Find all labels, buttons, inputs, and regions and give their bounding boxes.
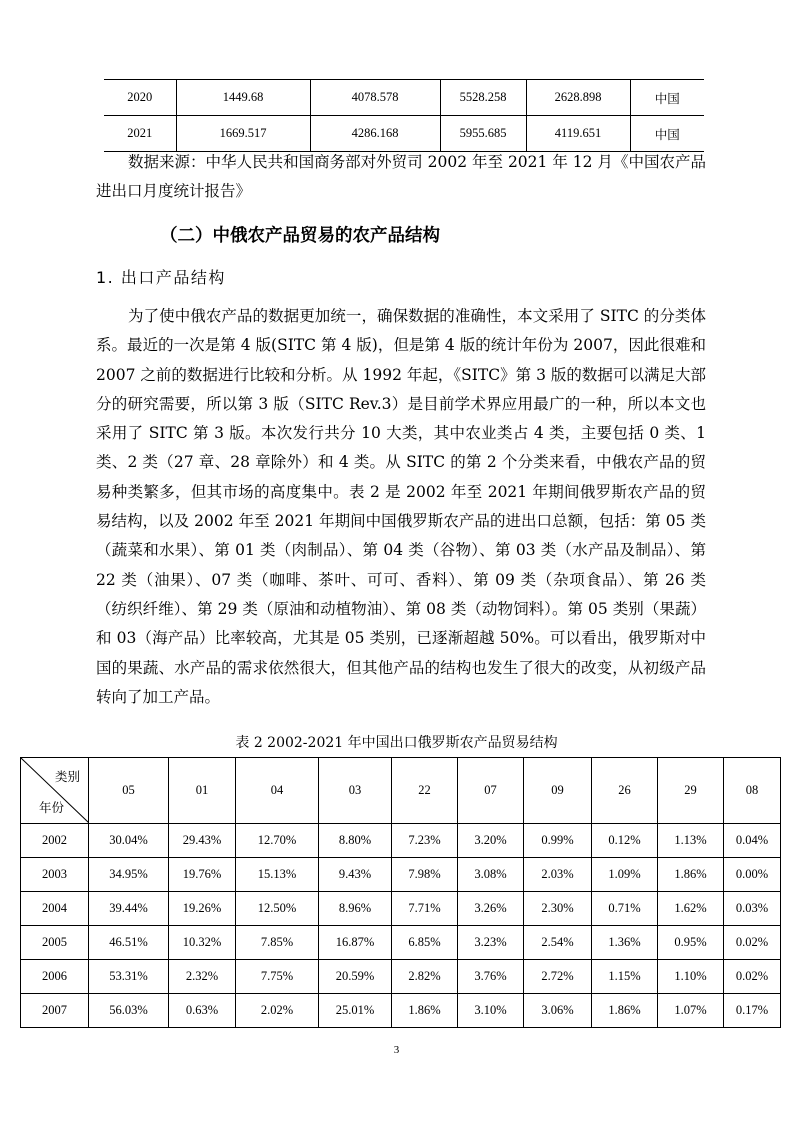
- share-cell: 8.80%: [319, 824, 392, 858]
- table-header-row: [21, 758, 781, 824]
- share-cell: 2.02%: [236, 994, 319, 1028]
- column-header: 07: [458, 758, 524, 824]
- table-cell: 2628.898: [526, 80, 630, 116]
- top-table-body: [104, 80, 704, 152]
- share-cell: 3.26%: [458, 892, 524, 926]
- continued-data-table: [104, 79, 704, 152]
- share-cell: 53.31%: [89, 960, 169, 994]
- share-cell: 29.43%: [169, 824, 236, 858]
- column-header: 01: [169, 758, 236, 824]
- column-header: 03: [319, 758, 392, 824]
- column-header: 08: [724, 758, 781, 824]
- share-cell: 0.95%: [658, 926, 724, 960]
- share-cell: 0.02%: [724, 960, 781, 994]
- share-cell: 2.72%: [524, 960, 592, 994]
- year-cell: 2006: [21, 960, 89, 994]
- share-cell: 12.70%: [236, 824, 319, 858]
- year-cell: 2007: [21, 994, 89, 1028]
- column-header: 09: [524, 758, 592, 824]
- table-cell: 1669.517: [176, 116, 310, 152]
- table-row: [21, 994, 781, 1028]
- table-cell: 1449.68: [176, 80, 310, 116]
- share-cell: 0.71%: [592, 892, 658, 926]
- section-heading: （二）中俄农产品贸易的农产品结构: [160, 226, 440, 246]
- share-cell: 1.36%: [592, 926, 658, 960]
- column-header: 22: [392, 758, 458, 824]
- share-cell: 7.85%: [236, 926, 319, 960]
- share-cell: 3.23%: [458, 926, 524, 960]
- share-cell: 3.08%: [458, 858, 524, 892]
- share-cell: 25.01%: [319, 994, 392, 1028]
- share-cell: 1.86%: [592, 994, 658, 1028]
- top-table-row: [104, 116, 704, 152]
- share-cell: 1.09%: [592, 858, 658, 892]
- table-cell: 5955.685: [440, 116, 526, 152]
- share-cell: 16.87%: [319, 926, 392, 960]
- share-cell: 8.96%: [319, 892, 392, 926]
- share-cell: 0.03%: [724, 892, 781, 926]
- share-cell: 30.04%: [89, 824, 169, 858]
- year-label: 年份: [39, 801, 65, 815]
- share-cell: 7.23%: [392, 824, 458, 858]
- table-row: [21, 926, 781, 960]
- year-cell: 2003: [21, 858, 89, 892]
- table-cell: 4286.168: [310, 116, 440, 152]
- share-cell: 1.13%: [658, 824, 724, 858]
- share-cell: 3.06%: [524, 994, 592, 1028]
- body-paragraph: 为了使中俄农产品的数据更加统一，确保数据的准确性，本文采用了 SITC 的分类体系。最近的一次是第 4 版(SITC 第 4 版)，但是第 4 版的统计年份为 2007，因此很难和 2007 之前的数据进行比较和分析。从 1992 年起，《SITC》第 3 版的数据可以满足大部分的研究需要，所以第 3 版（SITC Rev.3）是目前学术界应用最广的一种，所以本文也采用了 SITC 第 3 版。本次发行共分 10 大类，其中农业类占 4 类，主要包括 0 类、1 类、2 类（27 章、28 章除外）和 4 类。从 SITC 的第 2 个分类来看，中俄农产品的贸易种类繁多，但其市场的高度集中。表 2 是 2002 年至 2021 年期间俄罗斯农产品的贸易结构，以及 2002 年至 2021 年期间中国俄罗斯农产品的进出口总额，包括：第 05 类（蔬菜和水果）、第 01 类（肉制品）、第 04 类（谷物）、第 03 类（水产品及制品）、第 22 类（油果）、07 类（咖啡、茶叶、可可、香料）、第 09 类（杂项食品）、第 26 类（纺织纤维）、第 29 类（原油和动植物油）、第 08 类（动物饲料）。第 05 类别（果蔬）和 03（海产品）比率较高，尤其是 05 类别，已逐渐超越 50%。可以看出，俄罗斯对中国的果蔬、水产品的需求依然很大，但其他产品的结构也发生了很大的改变，从初级产品转向了加工产品。: [96, 307, 706, 706]
- share-cell: 0.17%: [724, 994, 781, 1028]
- share-cell: 10.32%: [169, 926, 236, 960]
- year-cell: 2005: [21, 926, 89, 960]
- page-number: 3: [393, 1044, 400, 1056]
- share-cell: 0.12%: [592, 824, 658, 858]
- table-cell: 中国: [630, 116, 704, 152]
- share-cell: 1.10%: [658, 960, 724, 994]
- share-cell: 0.63%: [169, 994, 236, 1028]
- diagonal-header-cell: [21, 758, 89, 824]
- share-cell: 39.44%: [89, 892, 169, 926]
- share-cell: 2.54%: [524, 926, 592, 960]
- table-cell: 5528.258: [440, 80, 526, 116]
- trade-structure-body: [21, 824, 781, 1028]
- share-cell: 56.03%: [89, 994, 169, 1028]
- year-cell: 2004: [21, 892, 89, 926]
- share-cell: 7.75%: [236, 960, 319, 994]
- share-cell: 9.43%: [319, 858, 392, 892]
- table-cell: 4078.578: [310, 80, 440, 116]
- category-label: 类别: [54, 770, 80, 784]
- top-table-row: [104, 80, 704, 116]
- data-source-note: 数据来源：中华人民共和国商务部对外贸司 2002 年至 2021 年 12 月《中国农产品进出口月度统计报告》: [96, 153, 706, 201]
- share-cell: 19.26%: [169, 892, 236, 926]
- table-row: [21, 824, 781, 858]
- table-cell: 中国: [630, 80, 704, 116]
- share-cell: 19.76%: [169, 858, 236, 892]
- share-cell: 12.50%: [236, 892, 319, 926]
- share-cell: 1.86%: [658, 858, 724, 892]
- column-header: 05: [89, 758, 169, 824]
- share-cell: 34.95%: [89, 858, 169, 892]
- share-cell: 1.86%: [392, 994, 458, 1028]
- trade-structure-table: [20, 757, 781, 1028]
- share-cell: 1.15%: [592, 960, 658, 994]
- table-row: [21, 892, 781, 926]
- share-cell: 1.62%: [658, 892, 724, 926]
- share-cell: 20.59%: [319, 960, 392, 994]
- column-header: 04: [236, 758, 319, 824]
- share-cell: 6.85%: [392, 926, 458, 960]
- share-cell: 46.51%: [89, 926, 169, 960]
- table-row: [21, 858, 781, 892]
- table-cell: 2021: [104, 116, 176, 152]
- share-cell: 0.02%: [724, 926, 781, 960]
- share-cell: 3.20%: [458, 824, 524, 858]
- share-cell: 2.30%: [524, 892, 592, 926]
- share-cell: 0.04%: [724, 824, 781, 858]
- subsection-heading: 1. 出口产品结构: [96, 268, 226, 287]
- year-cell: 2002: [21, 824, 89, 858]
- share-cell: 3.10%: [458, 994, 524, 1028]
- share-cell: 0.00%: [724, 858, 781, 892]
- share-cell: 7.98%: [392, 858, 458, 892]
- share-cell: 0.99%: [524, 824, 592, 858]
- share-cell: 15.13%: [236, 858, 319, 892]
- table-cell: 2020: [104, 80, 176, 116]
- column-header: 26: [592, 758, 658, 824]
- share-cell: 2.32%: [169, 960, 236, 994]
- column-header: 29: [658, 758, 724, 824]
- share-cell: 7.71%: [392, 892, 458, 926]
- table-row: [21, 960, 781, 994]
- share-cell: 2.03%: [524, 858, 592, 892]
- table-caption: 表 2 2002-2021 年中国出口俄罗斯农产品贸易结构: [235, 735, 558, 751]
- share-cell: 1.07%: [658, 994, 724, 1028]
- share-cell: 3.76%: [458, 960, 524, 994]
- table-cell: 4119.651: [526, 116, 630, 152]
- share-cell: 2.82%: [392, 960, 458, 994]
